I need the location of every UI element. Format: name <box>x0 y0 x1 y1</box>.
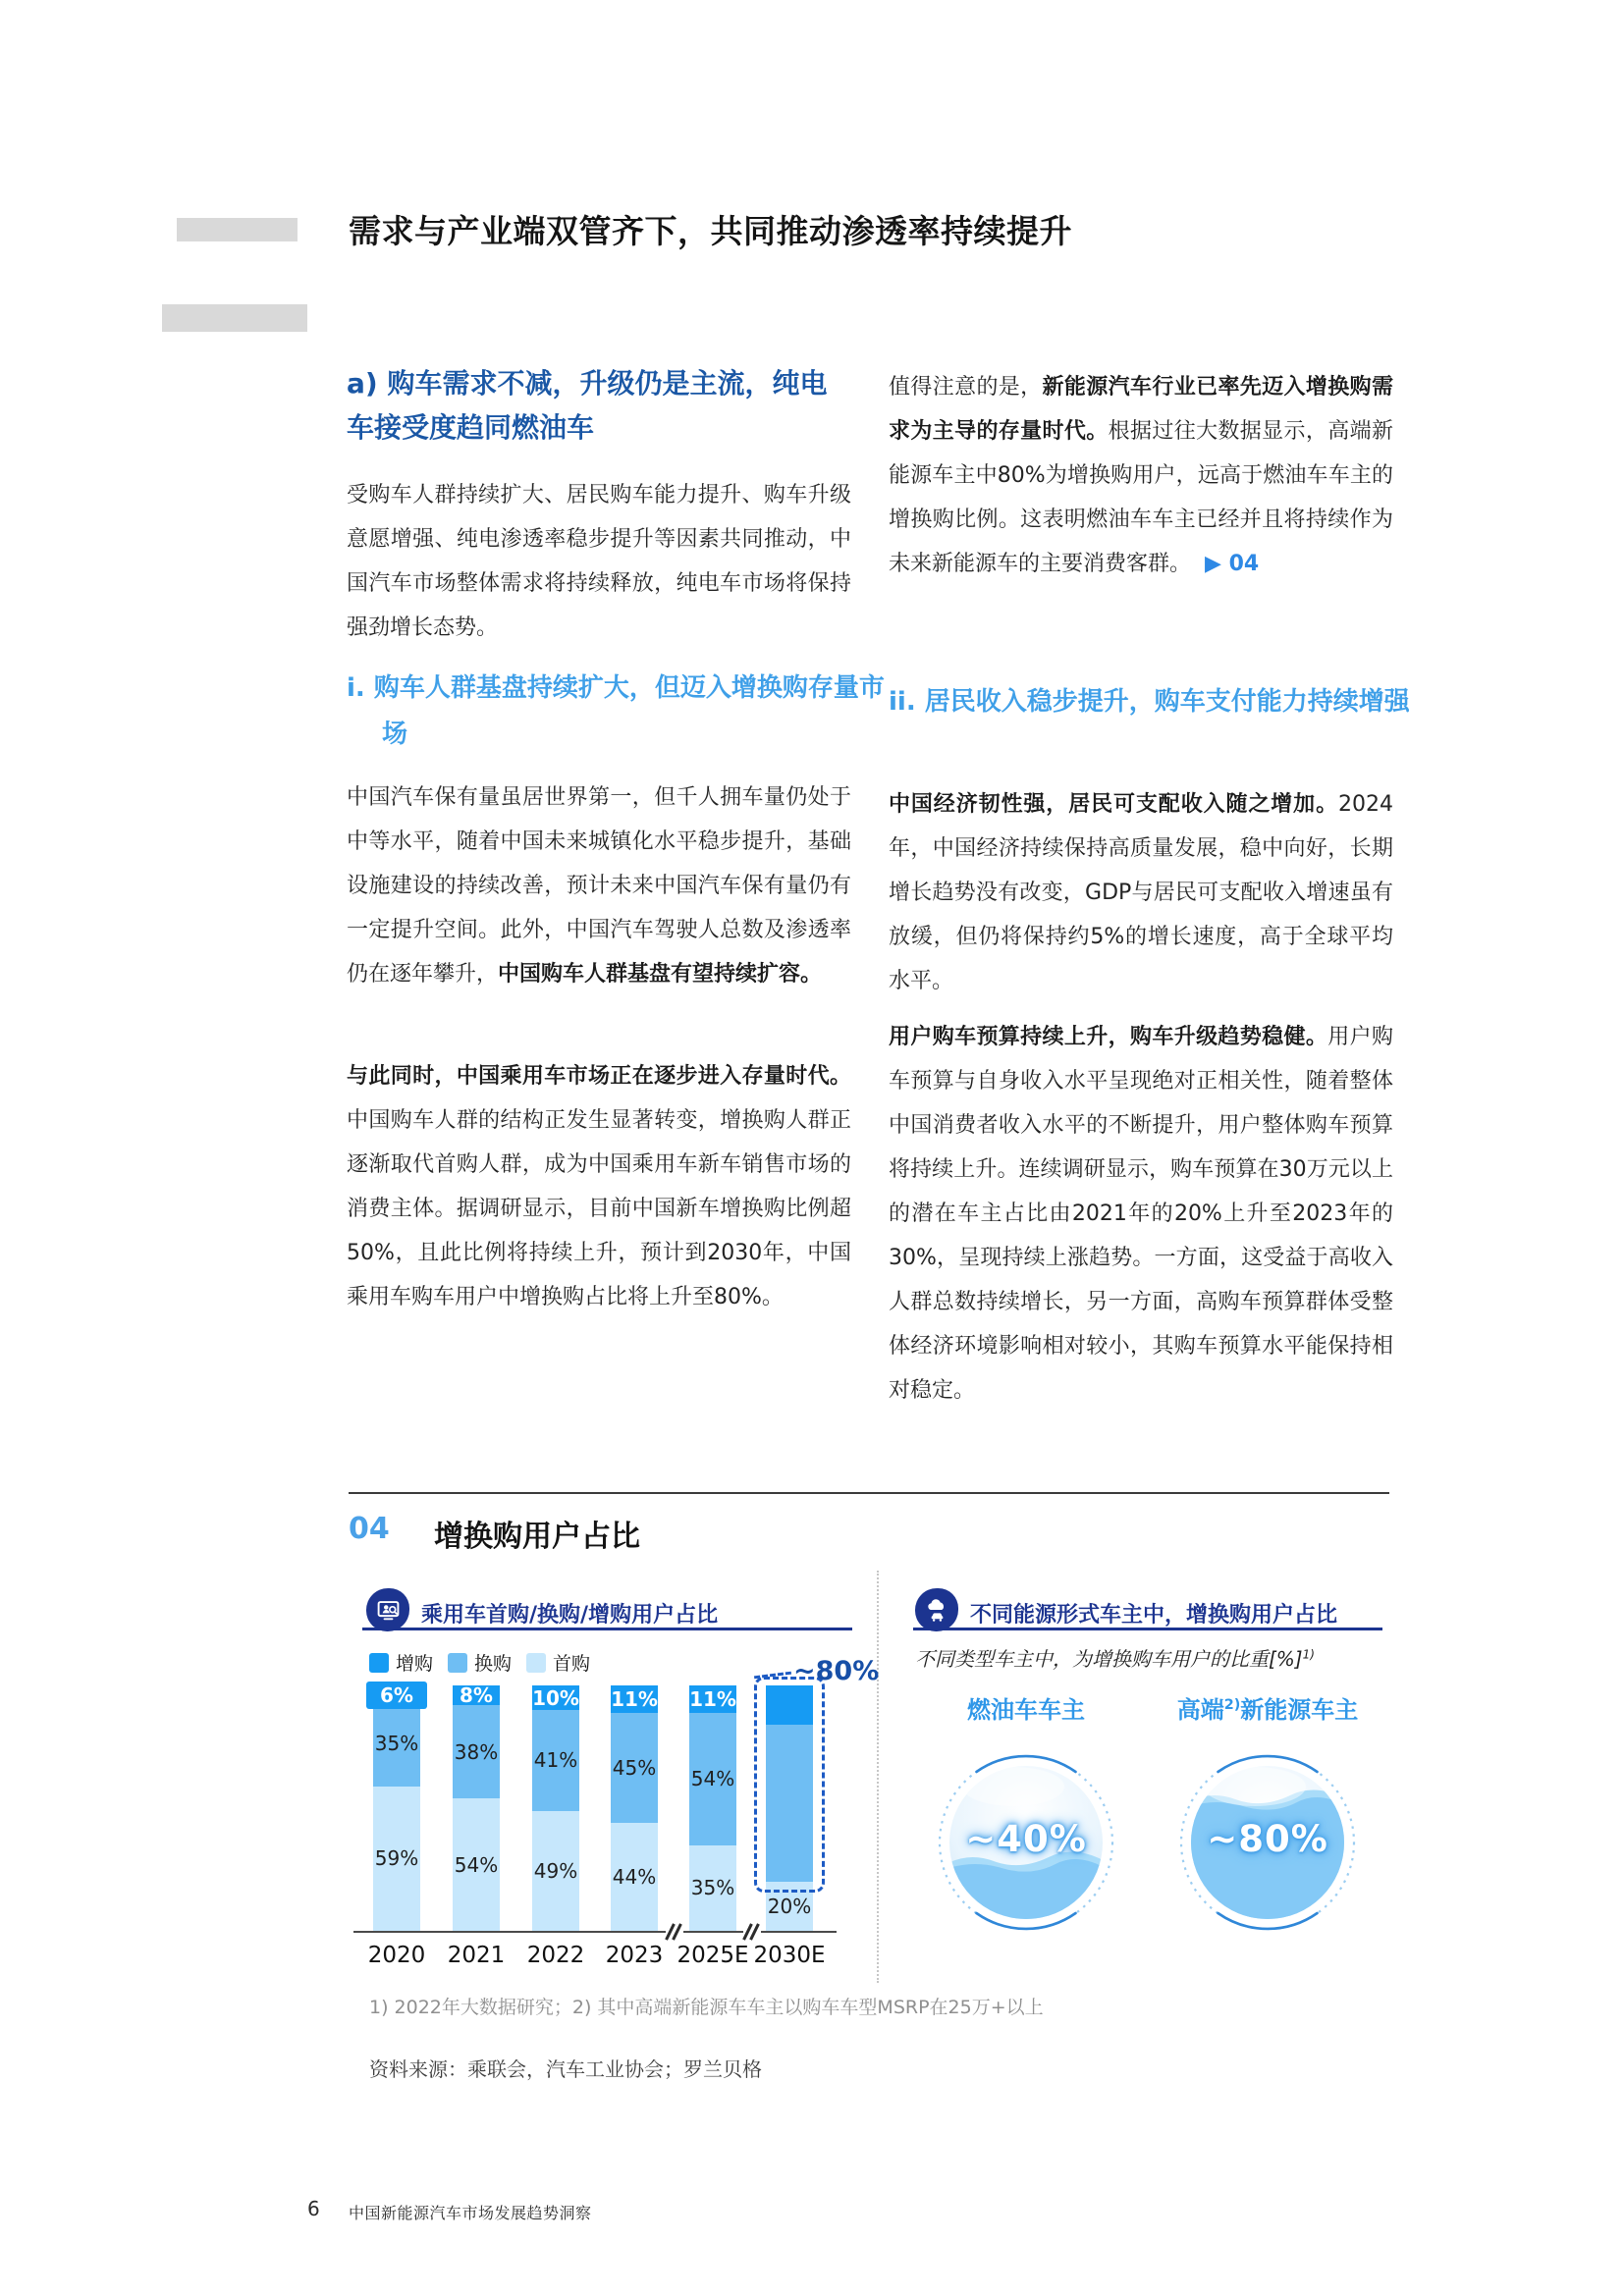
gauge-label-nev-post: 新能源车主 <box>1240 1696 1359 1724</box>
bar-value-label: 10% <box>532 1685 579 1710</box>
bar-2020-首购 <box>373 1787 420 1932</box>
gauge-subtitle-text: 不同类型车主中，为增换购车用户的比重[%] <box>915 1647 1303 1671</box>
x-axis-label-2020: 2020 <box>367 1943 426 1968</box>
paragraph-2 <box>347 775 851 996</box>
paragraph-2-bold: 中国购车人群基盘有望持续扩容。 <box>498 962 823 987</box>
bar-value-label: 8% <box>460 1683 493 1707</box>
legend-item-增购 <box>369 1649 433 1676</box>
x-axis-label-2023: 2023 <box>605 1943 664 1968</box>
water-gauge-fuel <box>933 1749 1119 1936</box>
paragraph-6-text: 用户购车预算与自身收入水平呈现绝对正相关性，随着整体中国消费者收入水平的不断提升，用户整体购车预算将持续上升。连续调研显示，购车预算在30万元以上的潜在车主占比由2021年的20%上升至2023年的30%，呈现持续上涨趋势。一方面，这受益于高收入人群总数持续增长，另一方面，高购车预算群体受整体经济环境影响相对较小，其购车预算水平能保持相对稳定。 <box>889 1025 1393 1403</box>
bar-value-label: 20% <box>767 1895 812 1918</box>
figure-04-reference: ▶ 04 <box>1205 552 1260 576</box>
gauge-value: ~80% <box>1207 1818 1328 1860</box>
left-panel-underline <box>362 1628 852 1630</box>
bar-2025E-换购 <box>689 1713 736 1845</box>
gauge-label-nev-pre: 高端 <box>1176 1696 1224 1724</box>
bar-2023-增购 <box>611 1685 658 1713</box>
legend-label: 增购 <box>396 1653 434 1675</box>
bar-2023-首购 <box>611 1823 658 1931</box>
bar-2021-首购 <box>453 1798 500 1931</box>
panel-separator <box>877 1571 879 1983</box>
bar-value-label: 45% <box>612 1755 657 1780</box>
figure-divider-rule <box>349 1492 1389 1494</box>
water-gauge-nev <box>1174 1749 1361 1936</box>
cloud-car-glyph <box>924 1597 950 1624</box>
bar-2025E-增购 <box>689 1685 736 1713</box>
section-i-text: 购车人群基盘持续扩大，但迈入增换购存量市场 <box>373 673 885 749</box>
gauge-subtitle-footnote-mark: 1) <box>1302 1647 1315 1662</box>
paragraph-5-bold: 中国经济韧性强，居民可支配收入随之增加。 <box>889 792 1338 817</box>
bar-2021-增购 <box>453 1685 500 1705</box>
paragraph-5 <box>889 782 1393 1003</box>
figure-title: 增换购用户占比 <box>434 1520 640 1554</box>
bar-2020-增购 <box>373 1683 420 1707</box>
cloud-car-icon <box>915 1588 958 1631</box>
page-title: 需求与产业端双管齐下，共同推动渗透率持续提升 <box>349 212 1072 250</box>
bar-2022-换购 <box>532 1710 579 1811</box>
paragraph-4 <box>889 365 1393 586</box>
paragraph-4-pre: 值得注意的是， <box>889 375 1043 400</box>
bar-value-label: 49% <box>533 1858 578 1883</box>
section-a-heading: a) 购车需求不减，升级仍是主流，纯电车接受度趋同燃油车 <box>347 367 828 444</box>
footer-report-title: 中国新能源汽车市场发展趋势洞察 <box>349 2204 592 2222</box>
legend-item-首购 <box>526 1649 590 1676</box>
page-number: 6 <box>307 2197 320 2220</box>
gauge-label-nev <box>1164 1690 1371 1725</box>
figure-number: 04 <box>349 1512 390 1546</box>
x-axis-label-2030E: 2030E <box>753 1943 826 1968</box>
section-ii-heading <box>889 679 1429 725</box>
bar-value-label: 59% <box>374 1846 419 1871</box>
paragraph-4-text: 根据过往大数据显示，高端新能源车主中80%为增换购用户，远高于燃油车车主的增换购比例。这表明燃油车车主已经并且将持续作为未来新能源车的主要消费客群。 <box>889 419 1393 576</box>
bar-value-label: 54% <box>454 1852 499 1877</box>
paragraph-3-bold: 与此同时，中国乘用车市场正在逐步进入存量时代。 <box>347 1064 851 1089</box>
bar-value-label: 38% <box>454 1739 499 1764</box>
bar-value-label: 35% <box>690 1876 735 1900</box>
section-i-number: i. <box>347 673 365 703</box>
bar-value-label: 54% <box>690 1767 735 1790</box>
paragraph-2-text: 中国汽车保有量虽居世界第一，但千人拥车量仍处于中等水平，随着中国未来城镇化水平稳步提升，基础设施建设的持续改善，预计未来中国汽车保有量仍有一定提升空间。此外，中国汽车驾驶人总数及渗透率仍在逐年攀升， <box>347 785 851 987</box>
bar-value-label: 44% <box>612 1865 657 1889</box>
axis-break-mark <box>666 1922 683 1942</box>
bar-chart-legend <box>369 1649 590 1676</box>
paragraph-5-text: 2024年，中国经济持续保持高质量发展，稳中向好，长期增长趋势没有改变，GDP与居民可支配收入增速虽有放缓，但仍将保持约5%的增长速度，高于全球平均水平。 <box>889 792 1393 993</box>
legend-label: 换购 <box>474 1653 513 1675</box>
section-ii-number: ii. <box>889 687 916 717</box>
x-axis-label-2025E: 2025E <box>677 1943 749 1968</box>
gauge-label-nev-sup: 2) <box>1223 1697 1241 1713</box>
paragraph-3-text: 中国购车人群的结构正发生显著转变，增换购人群正逐渐取代首购人群，成为中国乘用车新车销售市场的消费主体。据调研显示，目前中国新车增换购比例超50%，且此比例将持续上升，预计到2030年，中国乘用车购车用户中增换购占比将上升至80%。 <box>347 1108 851 1309</box>
bar-chart-title: 乘用车首购/换购/增购用户占比 <box>421 1603 719 1628</box>
figure-source: 资料来源：乘联会，汽车工业协会；罗兰贝格 <box>369 2057 762 2081</box>
paragraph-1: 受购车人群持续扩大、居民购车能力提升、购车升级意愿增强、纯电渗透率稳步提升等因素共同推动，中国汽车市场整体需求将持续释放，纯电车市场将保持强劲增长态势。 <box>347 483 851 640</box>
bar-2022-首购 <box>532 1811 579 1932</box>
bar-value-label: 6% <box>366 1682 427 1709</box>
x-axis-label-2021: 2021 <box>447 1943 506 1968</box>
paragraph-6 <box>889 1015 1393 1413</box>
legend-item-换购 <box>448 1649 512 1676</box>
x-axis-label-2022: 2022 <box>526 1943 585 1968</box>
paragraph-3 <box>347 1054 851 1319</box>
legend-swatch <box>369 1653 389 1673</box>
annotation-dashed-box <box>754 1677 825 1893</box>
section-i-heading <box>347 666 887 758</box>
decorative-block-bottom <box>162 304 307 332</box>
monitor-user-search-glyph <box>375 1597 402 1624</box>
paragraph-6-bold: 用户购车预算持续上升，购车升级趋势稳健。 <box>889 1025 1328 1049</box>
gauge-chart-subtitle <box>915 1643 1315 1672</box>
gauge-label-fuel-text: 燃油车车主 <box>967 1696 1085 1724</box>
bar-value-label: 35% <box>374 1731 419 1755</box>
section-ii-text: 居民收入稳步提升，购车支付能力持续增强 <box>924 687 1410 717</box>
gauge-label-fuel <box>923 1690 1129 1725</box>
gauge-chart-title: 不同能源形式车主中，增换购用户占比 <box>970 1603 1338 1628</box>
bar-value-label: 41% <box>533 1748 578 1773</box>
legend-swatch <box>526 1653 546 1673</box>
bar-2022-增购 <box>532 1685 579 1710</box>
paragraph-4-bold: 新能源汽车行业已率先迈入增换购需求为主导的存量时代。 <box>889 375 1393 444</box>
x-axis-line <box>353 1931 837 1933</box>
bar-value-label: 11% <box>689 1686 736 1711</box>
bar-2025E-首购 <box>689 1845 736 1932</box>
legend-swatch <box>448 1653 467 1673</box>
legend-label: 首购 <box>553 1653 591 1675</box>
right-panel-underline <box>913 1628 1382 1630</box>
annotation-label: ~80% <box>793 1656 880 1686</box>
gauge-value: ~40% <box>965 1818 1087 1860</box>
axis-break-mark <box>743 1922 761 1942</box>
bar-2021-换购 <box>453 1705 500 1798</box>
decorative-block-top <box>177 218 298 241</box>
figure-footnote: 1) 2022年大数据研究；2) 其中高端新能源车车主以购车车型MSRP在25万+以上 <box>369 1997 1044 2018</box>
bar-2020-换购 <box>373 1700 420 1787</box>
bar-value-label: 11% <box>611 1686 658 1711</box>
monitor-user-search-icon <box>366 1588 409 1631</box>
bar-2023-换购 <box>611 1713 658 1824</box>
